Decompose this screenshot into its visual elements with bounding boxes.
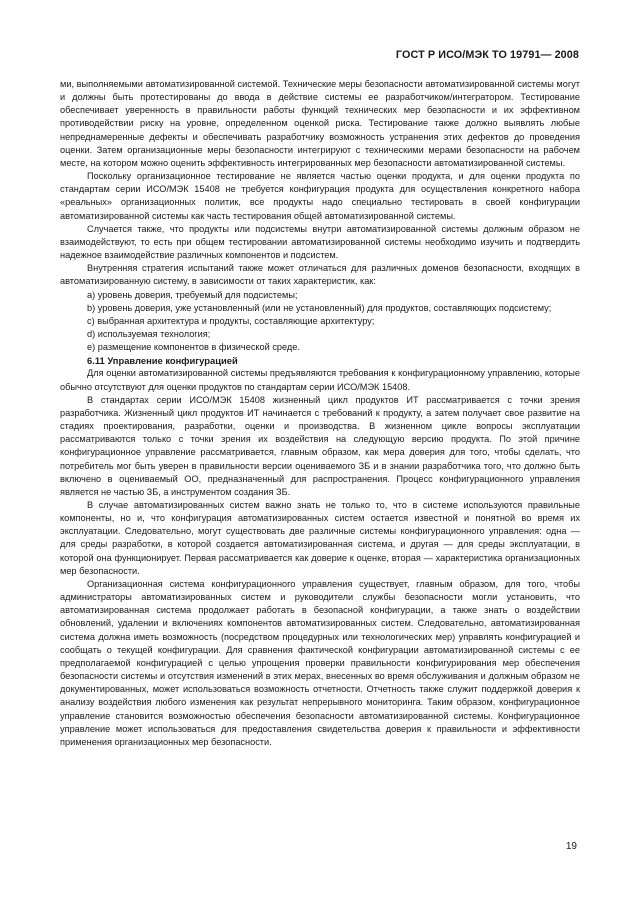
page-number: 19	[565, 841, 577, 852]
list-item: e) размещение компонентов в физической среде.	[87, 342, 300, 353]
list-item: c) выбранная архитектура и продукты, составляющие архитектуру;	[87, 315, 375, 326]
paragraph: Для оценки автоматизированной системы предъявляются требования к конфигурационному управлению, которые обычно отсутствуют для оценки продуктов по стандартам серии ИСО/МЭК 15408.	[60, 368, 580, 392]
paragraph: Поскольку организационное тестирование не является частью оценки продукта, и для оценки продукта по стандартам серии ИСО/МЭК 15408 не требуется конфигурация продукта для осуществления конкретного набора «реальных» организационных политик, все продукты надо специально тестировать в своей конфигурации автоматизированной системы как часть тестирования общей автоматизированной системы.	[60, 171, 580, 221]
list-item: a) уровень доверия, требуемый для подсистемы;	[87, 289, 298, 300]
section-heading: 6.11 Управление конфигурацией	[87, 355, 238, 367]
document-body	[60, 78, 580, 749]
list-item: b) уровень доверия, уже установленный (или не установленный) для продуктов, составляющих подсистему;	[87, 302, 552, 313]
document-header: ГОСТ Р ИСО/МЭК ТО 19791— 2008	[395, 49, 579, 61]
paragraph: Случается также, что продукты или подсистемы внутри автоматизированной системы должным образом не взаимодействуют, то есть при общем тестировании автоматизированной системы необходимо изучить и подтвердить надежное взаимодействие различных компонентов и подсистем.	[60, 223, 580, 261]
paragraph: В стандартах серии ИСО/МЭК 15408 жизненный цикл продуктов ИТ рассматривается с точки зрения разработчика. Жизненный цикл продуктов ИТ начинается с требований к продукту, а затем получает свое развитие на стадиях проектирования, разработки, оценки и производства. В жизненном цикле вопросы эксплуатации рассматриваются только с точки зрения их воздействия на следующую версию продукта. По этой причине конфигурационное управление рассматривается, главным образом, как мера доверия для того, чтобы сделать, что потребитель мог быть уверен в правильности версии оцениваемого ЗБ и в знании разработчика того, что должно быть включено в оцениваемый ОО, предназначенный для распространения. Процесс конфигурационного управления является не частью ЗБ, а инструментом создания ЗБ.	[60, 394, 580, 497]
paragraph: В случае автоматизированных систем важно знать не только то, что в системе используются правильные компоненты, но и, что конфигурация автоматизированных систем остается известной и понятной во время их эксплуатации. Следовательно, могут существовать две различные системы конфигурационного управления: одна — для среды разработки, в которой создается автоматизированная система, и другая — для среды эксплуатации, в которой она функционирует. Первая рассматривается как доверие к оценке, вторая — характеристика организационных мер безопасности.	[60, 500, 580, 576]
paragraph: ми, выполняемыми автоматизированной системой. Технические меры безопасности автоматизированной системы могут и должны быть протестированы до ввода в действие системы ее разработчиком/интегратором. Тестирование обеспечивает уверенность в правильности работы функций технических мер безопасности и их эффективном противодействии риску на уровне, определенном оценкой риска. Тестирование также должно выявлять любые непреднамеренные дефекты и обеспечивать разработчику возможность устранения этих дефектов до проведения оценки. Затем организационные меры безопасности интегрируют с техническими мерами безопасности на рабочем месте, на котором можно оценить эффективность интегрированных мер безопасности автоматизированной системы.	[60, 79, 580, 168]
paragraph: Внутренняя стратегия испытаний также может отличаться для различных доменов безопасности, входящих в автоматизированную систему, в зависимости от таких характеристик, как:	[60, 263, 580, 287]
paragraph: Организационная система конфигурационного управления существует, главным образом, для того, чтобы администраторы автоматизированных систем и руководители службы безопасности могли установить, что автоматизированная система продолжает работать в безопасной конфигурации, а также знать о воздействии обновлений, удалении и включениях компонентов автоматизированных систем. Следовательно, автоматизированная система должна иметь возможность (посредством процедурных или технологических мер) управлять конфигурацией и сообщать о текущей конфигурации. Для сравнения фактической конфигурации автоматизированной системы с ее предполагаемой конфигурацией с целью упрощения проверки правильности конфигурирования мер обеспечения безопасности системы и отсутствия изменений в этих мерах, внесенных во время обслуживания и должным образом не документированных, может использоваться возможность отчетности. Отчетность также служит поддержкой доверия к анализу воздействия любого изменения как результат непрерывного мониторинга. Таким образом, конфигурационное управление становится возможностью обеспечения безопасности автоматизированной системы. Конфигурационное управление может использоваться для предоставления свидетельства доверия к правильности и эффективности применения организационных мер безопасности.	[60, 578, 580, 747]
list-item: d) используемая технология;	[87, 328, 211, 339]
